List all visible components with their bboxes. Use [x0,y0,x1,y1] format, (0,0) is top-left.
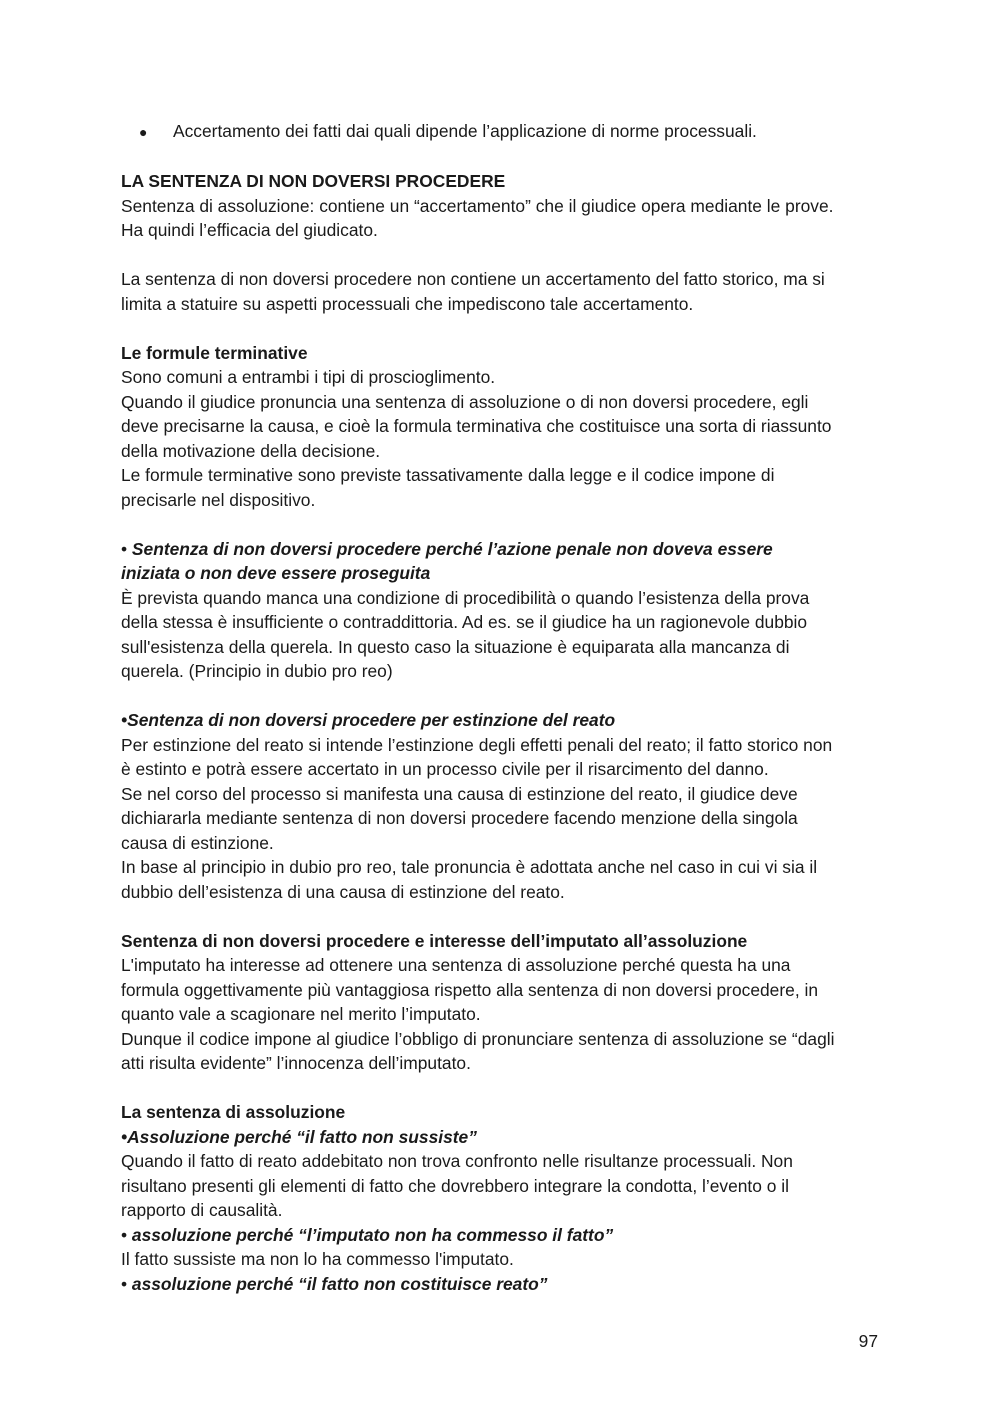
paragraph-line: Le formule terminative sono previste tassativamente dalla legge e il codice impone di [121,465,775,485]
intro-bullet-item [121,119,886,145]
paragraph-line: Il fatto sussiste ma non lo ha commesso l'imputato. [121,1249,514,1269]
heading-azione-penale-cont: iniziata o non deve essere proseguita [121,563,431,583]
heading-interesse-imputato: Sentenza di non doversi procedere e interesse dell’imputato all’assoluzione [121,930,748,951]
bullet-dot: ● [139,124,148,140]
paragraph-line: Se nel corso del processo si manifesta una causa di estinzione del reato, il giudice deve [121,783,798,804]
paragraph-line: L'imputato ha interesse ad ottenere una sentenza di assoluzione perché questa ha una [121,955,791,975]
paragraph-line: quanto vale a scagionare nel merito l’imputato. [121,1004,481,1024]
paragraph-line: atti risulta evidente” l’innocenza dell’imputato. [121,1053,471,1073]
paragraph-line: Quando il fatto di reato addebitato non trova confronto nelle risultanze processuali. Non [121,1151,793,1171]
paragraph-line: Quando il giudice pronuncia una sentenza di assoluzione o di non doversi procedere, egli [121,391,809,412]
heading-azione-penale [121,537,886,562]
heading-estinzione-reato: •Sentenza di non doversi procedere per estinzione del reato [121,710,616,730]
subheading-imputato-non-commesso-text: assoluzione perché “l’imputato non ha commesso il fatto” [131,1224,614,1245]
subheading-bullet: • [121,1273,132,1294]
paragraph-line: Sentenza di assoluzione: contiene un “accertamento” che il giudice opera mediante le prove. [121,195,834,216]
page-content [121,119,886,1296]
paragraph-line: La sentenza di non doversi procedere non contiene un accertamento del fatto storico, ma si [121,269,825,289]
heading-sentenza-assoluzione: La sentenza di assoluzione [121,1102,346,1122]
paragraph-line: causa di estinzione. [121,832,274,853]
paragraph-line: della stessa è insufficiente o contraddittoria. Ad es. se il giudice ha un ragionevole dubbio [121,612,808,632]
subheading-non-costituisce-reato-text: assoluzione perché “il fatto non costituisce reato” [131,1273,548,1294]
paragraph-line: risultano presenti gli elementi di fatto che dovrebbero integrare la condotta, l’evento o il [121,1175,790,1196]
paragraph-line: della motivazione della decisione. [121,440,381,461]
intro-bullet-text: Accertamento dei fatti dai quali dipende l’applicazione di norme processuali. [173,121,757,141]
paragraph-line: deve precisarne la causa, e cioè la formula terminativa che costituisce una sorta di riassunto [121,416,832,436]
paragraph-line: querela. (Principio in dubio pro reo) [121,661,393,681]
subheading-bullet: • [121,1224,132,1245]
paragraph-line: È prevista quando manca una condizione di procedibilità o quando l’esistenza della prova [121,587,810,608]
subheading-non-costituisce-reato [121,1272,886,1297]
paragraph-line: precisarle nel dispositivo. [121,489,316,510]
paragraph-line: Dunque il codice impone al giudice l’obbligo di pronunciare sentenza di assoluzione se “dagli [121,1028,835,1049]
heading-non-doversi-procedere: LA SENTENZA DI NON DOVERSI PROCEDERE [121,171,506,191]
paragraph-line: Sono comuni a entrambi i tipi di proscioglimento. [121,367,496,387]
paragraph-line: è estinto e potrà essere accertato in un processo civile per il risarcimento del danno. [121,759,769,779]
subheading-imputato-non-commesso [121,1223,886,1248]
paragraph-line: dichiararla mediante sentenza di non doversi procedere facendo menzione della singola [121,808,798,828]
heading-bullet: • [121,538,132,559]
paragraph-line: Ha quindi l’efficacia del giudicato. [121,220,378,240]
paragraph-line: formula oggettivamente più vantaggiosa rispetto alla sentenza di non doversi procedere, in [121,979,819,1000]
paragraph-line: sull'esistenza della querela. In questo caso la situazione è equiparata alla mancanza di [121,636,790,657]
paragraph-line: In base al principio in dubio pro reo, tale pronuncia è adottata anche nel caso in cui vi sia il [121,857,818,877]
paragraph-line: rapporto di causalità. [121,1200,283,1220]
subheading-fatto-non-sussiste: •Assoluzione perché “il fatto non sussiste” [121,1126,477,1147]
paragraph-line: limita a statuire su aspetti processuali che impediscono tale accertamento. [121,293,694,314]
heading-azione-penale-text: Sentenza di non doversi procedere perché l’azione penale non doveva essere [131,538,773,559]
heading-formule-terminative: Le formule terminative [121,342,308,363]
page-number: 97 [858,1331,878,1351]
paragraph-line: dubbio dell’esistenza di una causa di estinzione del reato. [121,881,565,902]
paragraph-line: Per estinzione del reato si intende l’estinzione degli effetti penali del reato; il fatto storico non [121,734,833,755]
